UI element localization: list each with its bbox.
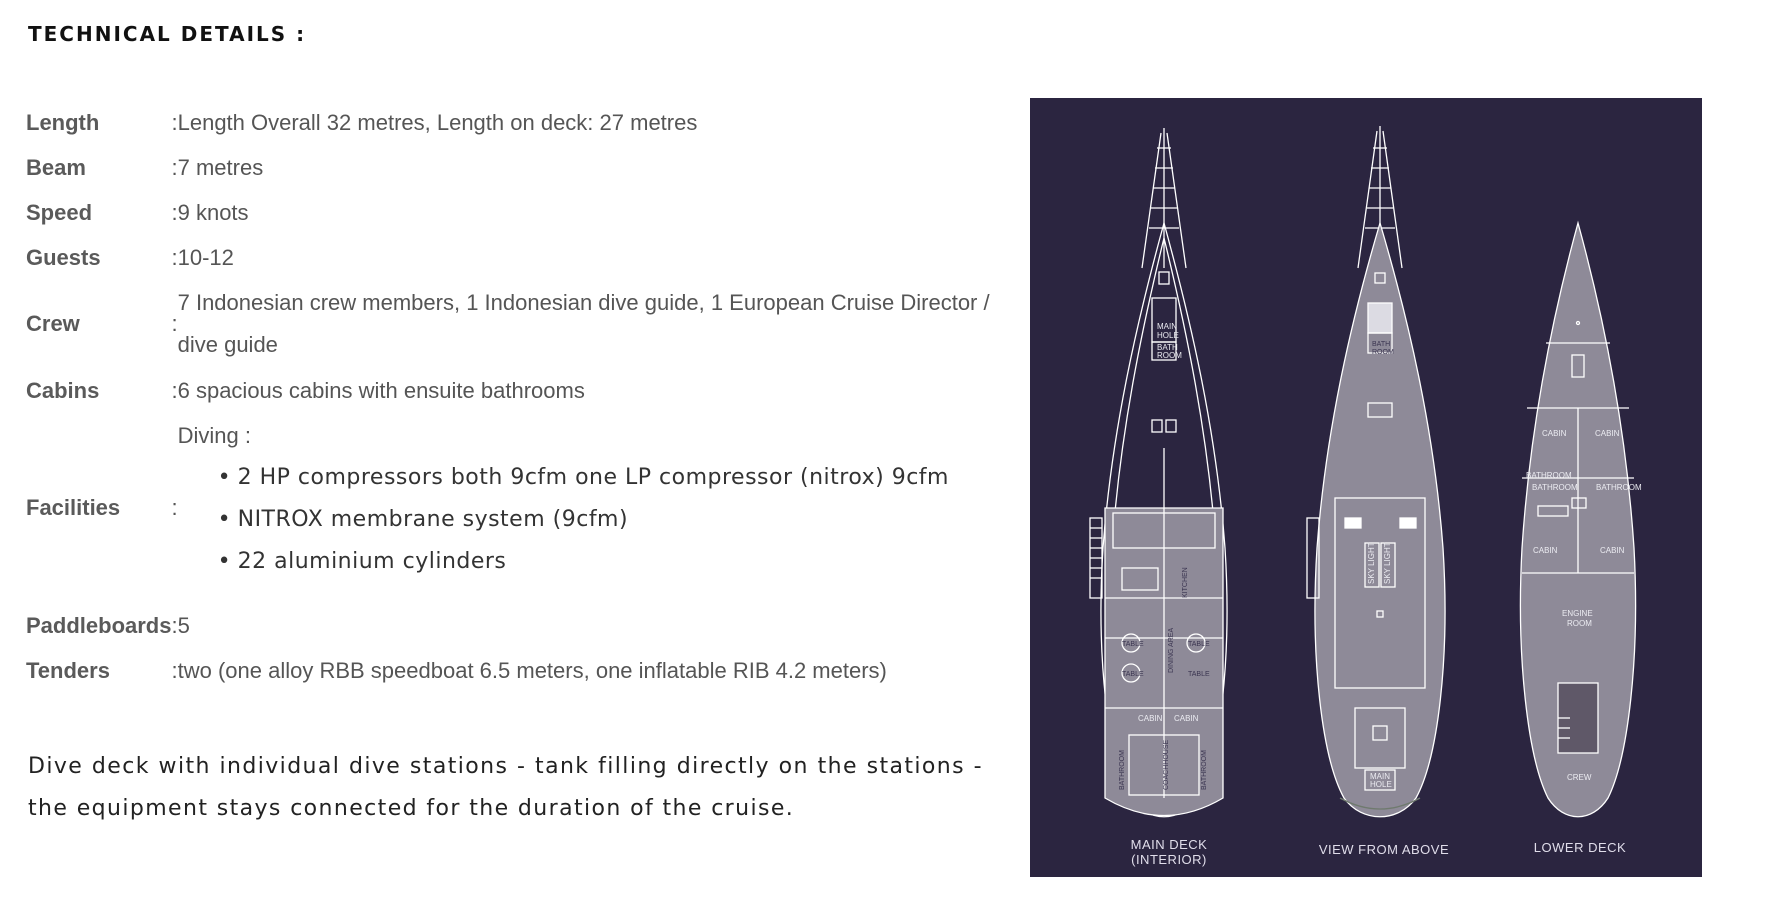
room-label: CABIN — [1542, 429, 1567, 438]
spec-label: Cabins — [26, 377, 100, 403]
spec-separator: : — [171, 199, 178, 225]
spec-row-tenders — [26, 648, 996, 693]
spec-value: 10-12 — [177, 244, 234, 270]
hatch-box — [1368, 303, 1392, 333]
spec-separator: : — [171, 495, 178, 520]
room-label: ROOM — [1157, 351, 1182, 360]
spec-value: 7 Indonesian crew members, 1 Indonesian dive guide, 1 European Cruise Director / dive guide — [177, 290, 990, 357]
room-label: TABLE — [1122, 641, 1144, 648]
deck-label-above: VIEW FROM ABOVE — [1318, 842, 1450, 857]
room-label: SKY LIGHT — [1367, 542, 1376, 584]
spec-label: Length — [26, 109, 100, 135]
room-label: DINING AREA — [1168, 627, 1175, 673]
deck-label-lower: LOWER DECK — [1533, 840, 1627, 855]
room-label: BATH — [1157, 343, 1178, 352]
spec-row-crew — [26, 280, 996, 368]
spec-row-facilities — [26, 413, 996, 603]
room-label: TABLE — [1188, 641, 1210, 648]
spec-label: Speed — [26, 199, 93, 225]
facilities-subheading: Diving : — [177, 423, 251, 448]
facilities-list — [178, 457, 996, 583]
spec-value: 6 spacious cabins with ensuite bathrooms — [177, 377, 585, 403]
spec-label: Guests — [26, 244, 101, 270]
room-label: TABLE — [1188, 671, 1210, 678]
room-label: CABIN — [1600, 546, 1625, 555]
room-label: BATH — [1372, 341, 1391, 348]
room-label: CABIN — [1138, 714, 1163, 723]
spec-label: Tenders — [26, 657, 110, 683]
spec-row-beam — [26, 145, 996, 190]
room-label: SKY LIGHT — [1383, 542, 1392, 584]
spec-value: 9 knots — [177, 199, 249, 225]
technical-details-table — [26, 100, 996, 693]
list-item: • 2 HP compressors both 9cfm one LP compressor (nitrox) 9cfm — [238, 457, 996, 499]
room-label: TABLE — [1122, 671, 1144, 678]
list-item: • NITROX membrane system (9cfm) — [238, 499, 996, 541]
room-label: ROOM — [1567, 619, 1592, 628]
spec-value: 7 metres — [177, 154, 264, 180]
deck-plan-image — [1030, 98, 1702, 877]
spec-row-length — [26, 100, 996, 145]
room-label: BATHROOM — [1596, 483, 1642, 492]
room-label: BATHROOM — [1201, 750, 1208, 790]
room-label: BATHROOM — [1526, 471, 1572, 480]
room-label: CABIN — [1595, 429, 1620, 438]
spec-value — [178, 413, 996, 603]
section-title: TECHNICAL DETAILS : — [28, 22, 307, 46]
spec-row-cabins — [26, 368, 996, 413]
list-item: • 22 aluminium cylinders — [238, 541, 996, 583]
spec-row-guests — [26, 235, 996, 280]
room-label: CREW — [1567, 773, 1592, 782]
spec-separator: : — [171, 311, 178, 336]
spec-label: Facilities — [26, 495, 121, 520]
room-label: KITCHEN — [1182, 567, 1189, 598]
room-label: HOLE — [1157, 331, 1179, 340]
spec-value: 5 — [177, 612, 190, 638]
room-label: ROOM — [1372, 349, 1394, 356]
room-label: CABIN — [1174, 714, 1199, 723]
deck-label-main: MAIN DECK — [1130, 837, 1208, 852]
spec-separator: : — [171, 612, 178, 638]
spec-value: Length Overall 32 metres, Length on deck: 27 metres — [177, 109, 698, 135]
spec-label: Crew — [26, 311, 80, 336]
view-from-above-drawing — [1307, 126, 1445, 817]
room-label: BATHROOM — [1532, 483, 1578, 492]
room-label: MAIN — [1370, 772, 1390, 781]
deck-label-main-sub: (INTERIOR) — [1131, 852, 1207, 867]
room-label: HOLE — [1370, 780, 1392, 789]
spec-separator: : — [171, 154, 178, 180]
spec-row-paddleboards — [26, 603, 996, 648]
room-label: BATHROOM — [1119, 750, 1126, 790]
spec-row-speed — [26, 190, 996, 235]
spec-separator: : — [171, 244, 178, 270]
lower-deck-drawing — [1520, 223, 1635, 817]
spec-separator: : — [171, 109, 178, 135]
spec-separator: : — [171, 657, 178, 683]
dive-deck-description: Dive deck with individual dive stations - tank filling directly on the stations - the equipment stays connected for the duration of the cruise. — [28, 754, 983, 821]
room-label: ENGINE — [1562, 609, 1593, 618]
spec-label: Paddleboards — [26, 612, 172, 638]
spec-value: two (one alloy RBB speedboat 6.5 meters, one inflatable RIB 4.2 meters) — [177, 657, 887, 683]
room-label: MAIN — [1157, 322, 1177, 331]
spec-separator: : — [171, 377, 178, 403]
room-label: COACHHOUSE — [1163, 739, 1170, 790]
room-label: CABIN — [1533, 546, 1558, 555]
spec-label: Beam — [26, 154, 86, 180]
